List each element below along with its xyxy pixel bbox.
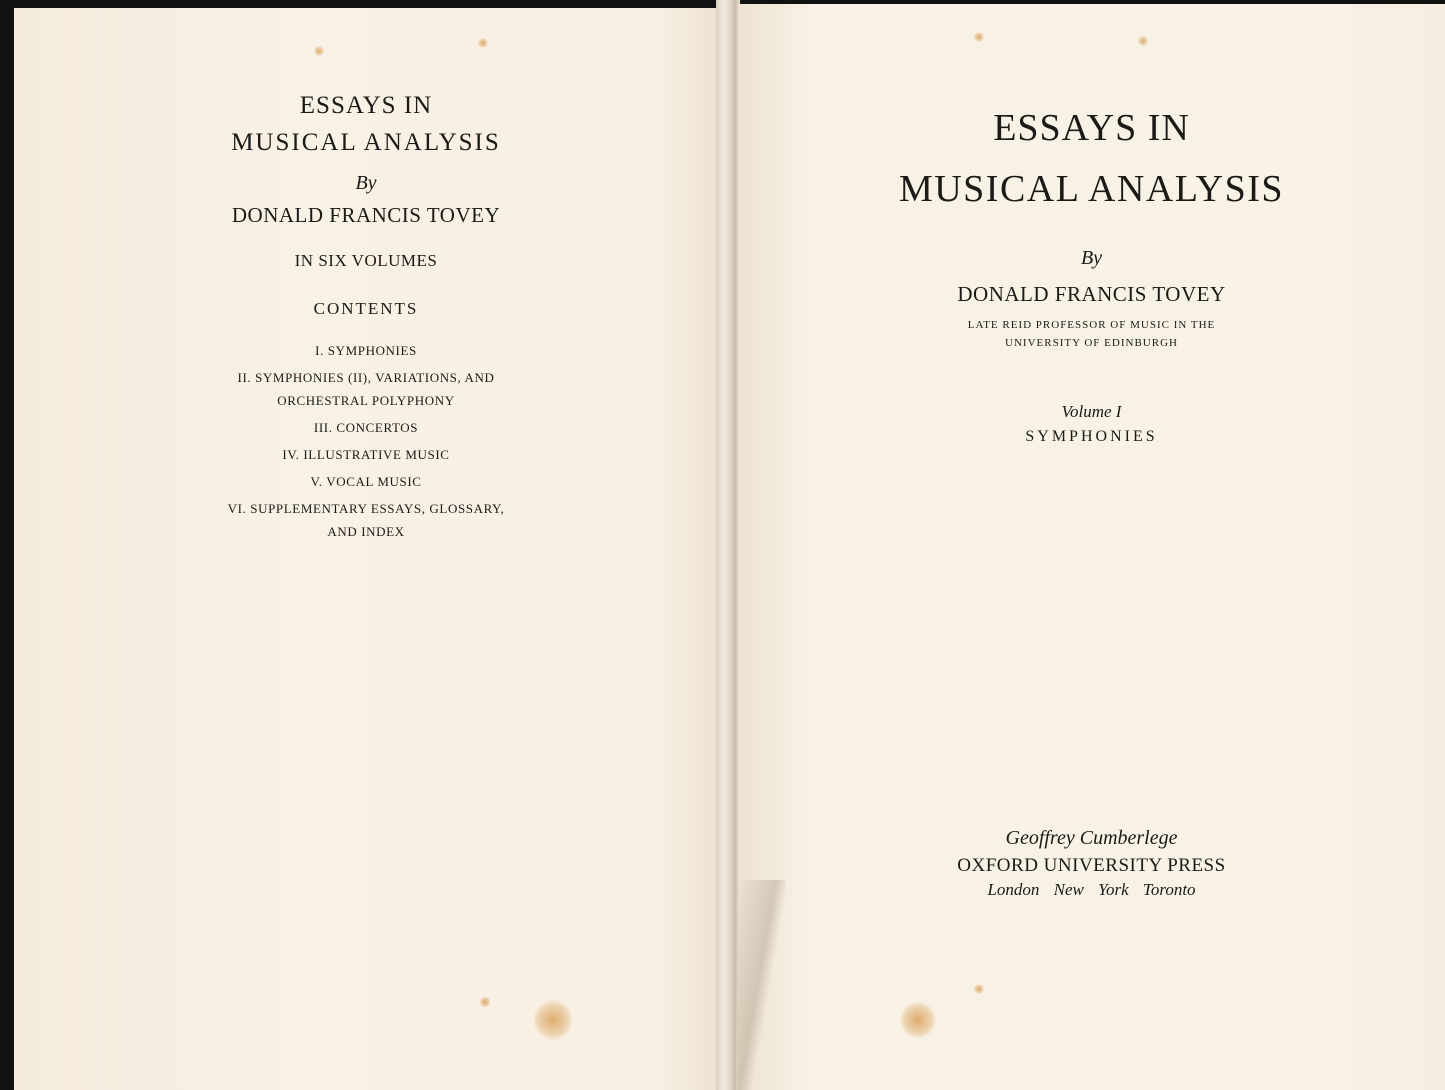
contents-list: [14, 339, 718, 543]
contents-item-1: I. SYMPHONIES: [315, 343, 417, 358]
publisher-name: OXFORD UNIVERSITY PRESS: [957, 855, 1226, 876]
right-title-line2: MUSICAL ANALYSIS: [898, 168, 1285, 210]
volume-subject: SYMPHONIES: [1025, 428, 1158, 445]
foxing-stain: [1138, 36, 1148, 46]
book-gutter: [716, 0, 740, 1090]
foxing-stain: [974, 984, 984, 994]
right-page: [738, 4, 1445, 1090]
contents-heading: CONTENTS: [313, 299, 419, 318]
foxing-stain: [974, 32, 984, 42]
right-by: By: [1080, 247, 1103, 269]
foxing-stain: [314, 46, 324, 56]
foxing-stain: [534, 1000, 572, 1040]
foxing-stain: [480, 996, 490, 1008]
affiliation-line2: UNIVERSITY OF EDINBURGH: [1005, 337, 1178, 349]
contents-item-2a: II. SYMPHONIES (II), VARIATIONS, AND: [237, 370, 495, 385]
foxing-stain: [478, 38, 488, 48]
contents-item-3: III. CONCERTOS: [313, 420, 419, 435]
volumes-note: IN SIX VOLUMES: [294, 251, 438, 270]
left-page: [14, 8, 718, 1090]
publisher-person: Geoffrey Cumberlege: [1005, 827, 1178, 849]
right-author: DONALD FRANCIS TOVEY: [957, 282, 1226, 306]
contents-item-5: V. VOCAL MUSIC: [310, 474, 422, 489]
page-crease: [738, 880, 786, 1090]
contents-item-6a: VI. SUPPLEMENTARY ESSAYS, GLOSSARY,: [227, 501, 505, 516]
author-affiliation: [738, 316, 1445, 352]
right-title-line1: ESSAYS IN: [993, 107, 1190, 149]
contents-item-2b: ORCHESTRAL POLYPHONY: [277, 393, 455, 408]
contents-item-4: IV. ILLUSTRATIVE MUSIC: [282, 447, 450, 462]
publisher-cities: London New York Toronto: [987, 880, 1196, 899]
left-title-line2: MUSICAL ANALYSIS: [231, 129, 501, 156]
foxing-stain: [900, 1002, 936, 1038]
left-author: DONALD FRANCIS TOVEY: [231, 203, 501, 227]
contents-item-6b: AND INDEX: [327, 524, 405, 539]
left-by: By: [355, 172, 377, 194]
volume-label: Volume I: [1061, 402, 1122, 421]
left-title-line1: ESSAYS IN: [299, 92, 433, 119]
affiliation-line1: LATE REID PROFESSOR OF MUSIC IN THE: [967, 319, 1216, 331]
